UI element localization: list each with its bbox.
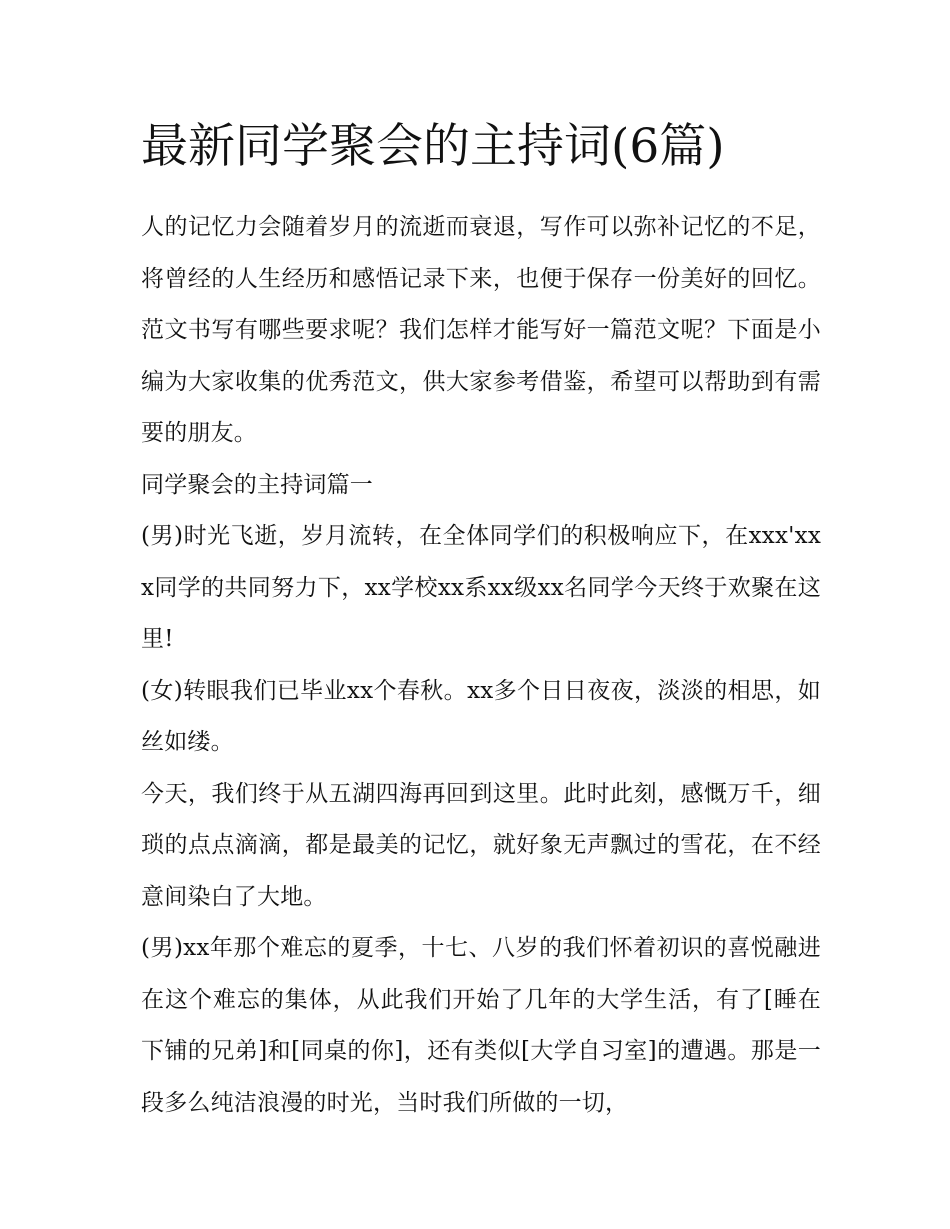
document-page: [141, 112, 821, 1129]
paragraph: 今天，我们终于从五湖四海再回到这里。此时此刻，感慨万千，细琐的点点滴滴，都是最美的记忆，就好象无声飘过的雪花，在不经意间染白了大地。: [141, 780, 821, 910]
paragraph: (女)转眼我们已毕业xx个春秋。xx多个日日夜夜，淡淡的相思，如丝如缕。: [141, 677, 821, 755]
paragraph: (男)xx年那个难忘的夏季，十七、八岁的我们怀着初识的喜悦融进在这个难忘的集体，从此我们开始了几年的大学生活，有了[睡在下铺的兄弟]和[同桌的你]，还有类似[大学自习室]的遭遇。那是一段多么纯洁浪漫的时光，当时我们所做的一切，: [141, 935, 821, 1116]
document-body: [141, 202, 821, 1129]
document-title: 最新同学聚会的主持词(6篇): [141, 119, 725, 174]
paragraph: (男)时光飞逝，岁月流转，在全体同学们的积极响应下，在xxx'xxx同学的共同努力下，xx学校xx系xx级xx名同学今天终于欢聚在这里!: [141, 523, 821, 652]
section-heading: 同学聚会的主持词篇一: [141, 471, 373, 498]
intro-paragraph: 人的记忆力会随着岁月的流逝而衰退，写作可以弥补记忆的不足，将曾经的人生经历和感悟记录下来，也便于保存一份美好的回忆。范文书写有哪些要求呢？我们怎样才能写好一篇范文呢？下面是小编为大家收集的优秀范文，供大家参考借鉴，希望可以帮助到有需要的朋友。: [141, 214, 821, 446]
